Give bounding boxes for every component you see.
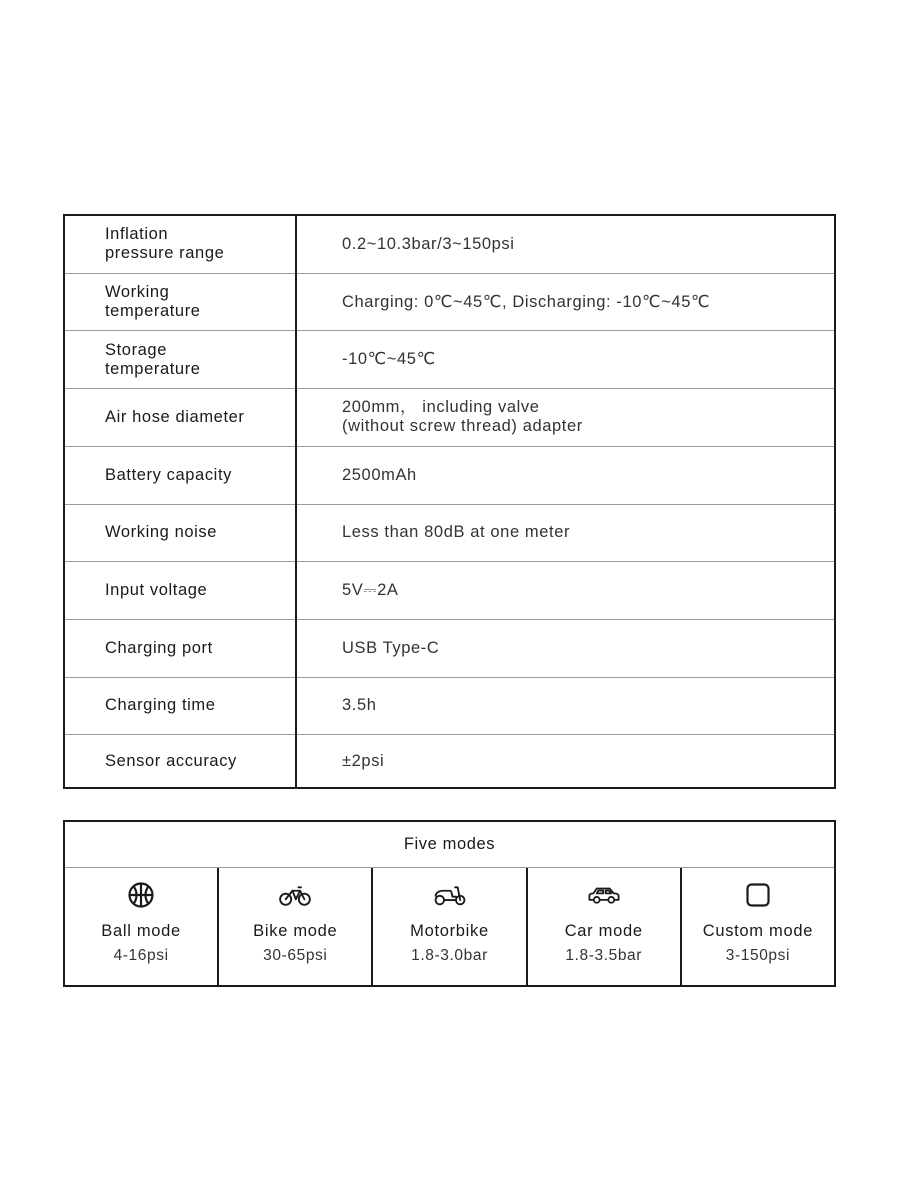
spec-label: Battery capacity — [105, 465, 232, 484]
spec-row-storage-temperature — [65, 330, 834, 388]
spec-label: Charging time — [105, 696, 216, 715]
ball-icon — [124, 880, 158, 910]
mode-bike — [217, 868, 371, 985]
spec-label: Working noise — [105, 523, 218, 542]
mode-range: 30-65psi — [263, 947, 328, 964]
spec-value: USB Type-C — [342, 638, 440, 657]
mode-name: Motorbike — [410, 922, 489, 940]
spec-label: Inflation pressure range — [105, 225, 225, 263]
mode-range: 1.8-3.5bar — [565, 947, 643, 964]
spec-value: 3.5h — [342, 696, 377, 715]
spec-column-divider — [295, 214, 297, 789]
spec-row-working-noise — [65, 504, 834, 562]
spec-label: Charging port — [105, 638, 213, 657]
spec-value: -10℃~45℃ — [342, 350, 436, 369]
bicycle-icon — [278, 880, 312, 910]
mode-motorbike — [371, 868, 525, 985]
mode-custom — [680, 868, 834, 985]
modes-grid — [65, 868, 834, 985]
custom-square-icon — [741, 880, 775, 910]
spec-row-charging-port — [65, 619, 834, 677]
mode-name: Custom mode — [702, 922, 814, 940]
car-icon — [587, 880, 621, 910]
scooter-icon — [433, 880, 467, 910]
mode-name: Ball mode — [101, 922, 181, 940]
spec-row-sensor-accuracy — [65, 734, 834, 787]
mode-range: 4-16psi — [113, 947, 169, 964]
spec-value: 2500mAh — [342, 465, 417, 484]
spec-value: Less than 80dB at one meter — [342, 523, 571, 542]
spec-value: Charging: 0℃~45℃, Discharging: -10℃~45℃ — [342, 292, 711, 311]
mode-name: Bike mode — [253, 922, 338, 940]
mode-car — [526, 868, 680, 985]
spec-row-input-voltage — [65, 561, 834, 619]
mode-range: 1.8-3.0bar — [411, 947, 488, 964]
mode-ball — [65, 868, 217, 985]
spec-label: Working temperature — [105, 283, 201, 321]
mode-range: 3-150psi — [725, 947, 791, 964]
spec-label: Air hose diameter — [105, 407, 245, 426]
modes-panel — [63, 820, 836, 987]
spec-label: Storage temperature — [105, 340, 201, 378]
spec-value: 5V⎓2A — [342, 581, 399, 600]
modes-title: Five modes — [65, 822, 834, 868]
spec-row-battery-capacity — [65, 446, 834, 504]
spec-label: Input voltage — [105, 581, 208, 600]
spec-row-inflation-pressure — [65, 216, 834, 273]
spec-row-working-temperature — [65, 273, 834, 331]
spec-row-charging-time — [65, 677, 834, 735]
spec-table — [63, 214, 836, 789]
spec-value: 0.2~10.3bar/3~150psi — [342, 234, 515, 253]
spec-value: 200mm， including valve (without screw thread) adapter — [342, 398, 583, 436]
mode-name: Car mode — [564, 922, 643, 940]
spec-value: ±2psi — [342, 751, 385, 770]
spec-row-air-hose-diameter — [65, 388, 834, 446]
spec-label: Sensor accuracy — [105, 751, 237, 770]
